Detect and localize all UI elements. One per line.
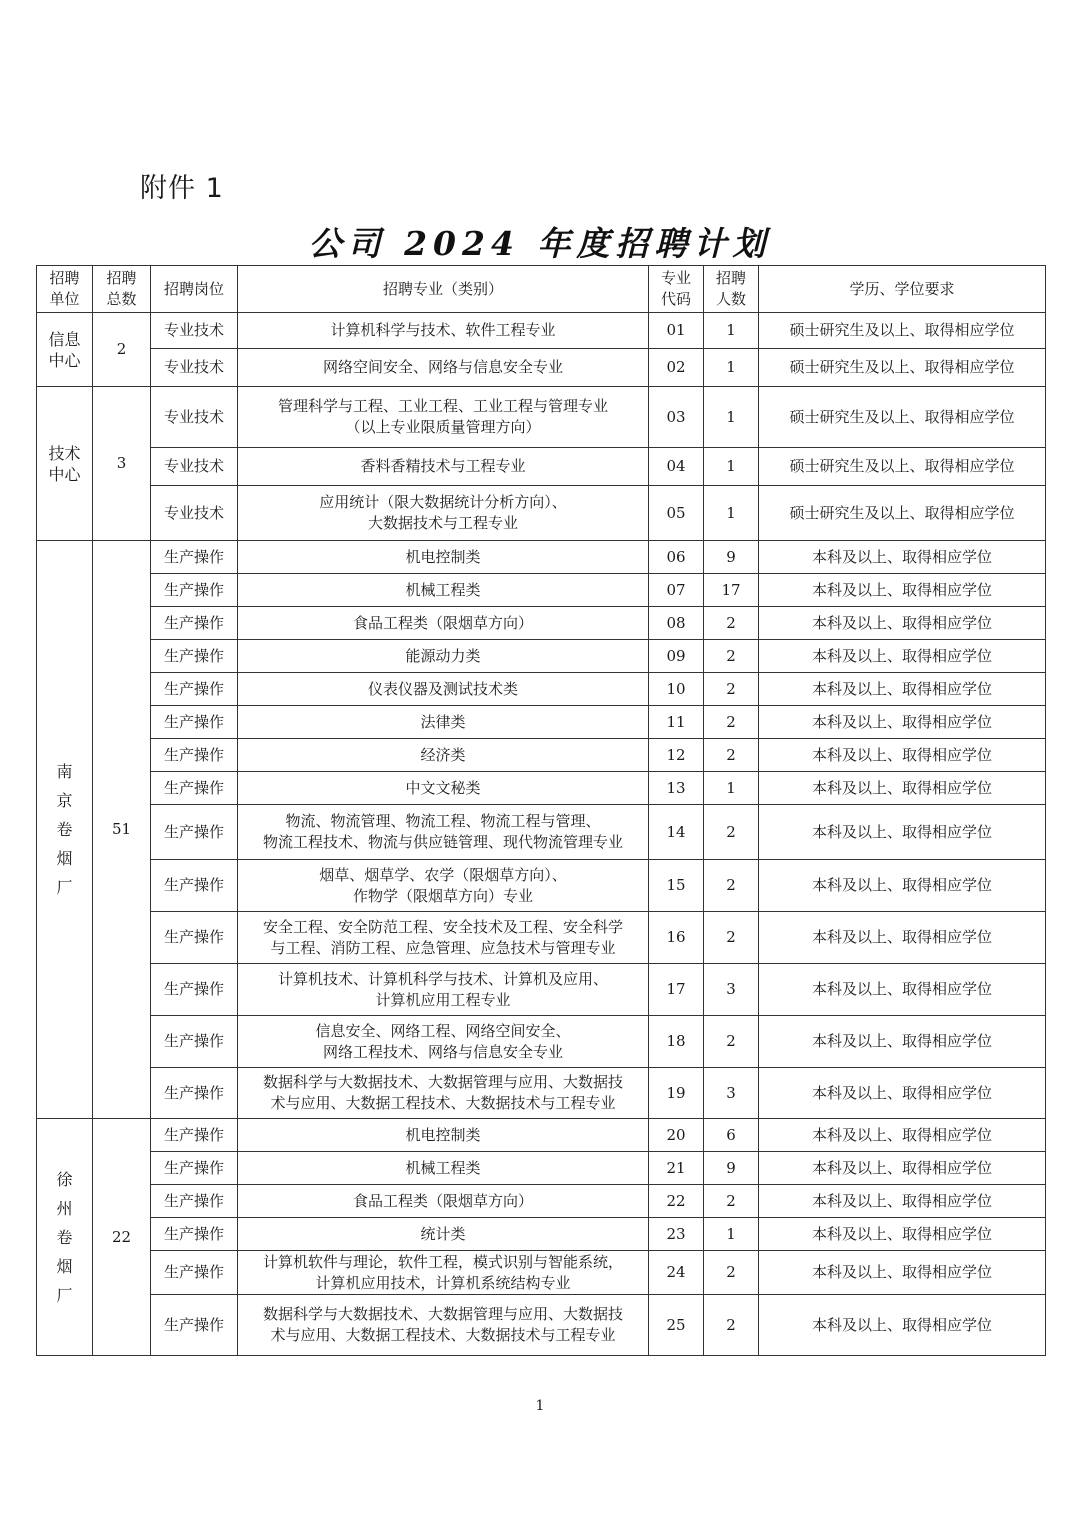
table-row [37, 387, 1046, 448]
code-cell: 14 [649, 805, 704, 860]
count-cell: 9 [704, 1152, 759, 1185]
table-row [37, 739, 1046, 772]
major-line: 网络工程技术、网络与信息安全专业 [322, 1042, 563, 1061]
attachment-label: 附件 1 [140, 173, 224, 204]
position-cell: 生产操作 [151, 1295, 238, 1356]
major-cell [238, 313, 649, 349]
major-cell [238, 739, 649, 772]
code-cell: 10 [649, 673, 704, 706]
degree-cell: 本科及以上、取得相应学位 [759, 912, 1046, 964]
degree-cell: 本科及以上、取得相应学位 [759, 805, 1046, 860]
major-line: 经济类 [420, 745, 466, 764]
major-line: 中文文秘类 [405, 778, 481, 797]
count-cell: 2 [704, 860, 759, 912]
count-cell: 6 [704, 1119, 759, 1152]
position-cell: 生产操作 [151, 706, 238, 739]
degree-cell: 本科及以上、取得相应学位 [759, 1119, 1046, 1152]
major-line: 仪表仪器及测试技术类 [367, 679, 518, 698]
position-cell: 生产操作 [151, 964, 238, 1016]
major-cell [238, 387, 649, 448]
count-cell: 1 [704, 313, 759, 349]
degree-cell: 本科及以上、取得相应学位 [759, 1152, 1046, 1185]
position-cell: 生产操作 [151, 541, 238, 574]
major-cell [238, 574, 649, 607]
major-line: 能源动力类 [405, 646, 481, 665]
count-cell: 2 [704, 673, 759, 706]
major-cell [238, 964, 649, 1016]
degree-cell: 本科及以上、取得相应学位 [759, 964, 1046, 1016]
code-cell: 01 [649, 313, 704, 349]
major-cell [238, 1295, 649, 1356]
count-cell: 1 [704, 387, 759, 448]
count-cell: 9 [704, 541, 759, 574]
major-line: 机电控制类 [405, 1125, 481, 1144]
table-row [37, 1185, 1046, 1218]
major-line: 网络空间安全、网络与信息安全专业 [322, 358, 563, 376]
table-row [37, 313, 1046, 349]
major-line: 物流、物流管理、物流工程、物流工程与管理、 [285, 812, 601, 830]
unit-name: 徐州卷烟厂 [56, 1169, 73, 1305]
major-line: 数据科学与大数据技术、大数据管理与应用、大数据技 [262, 1073, 623, 1091]
unit-name: 技术中心 [48, 443, 81, 484]
major-line: 计算机软件与理论，软件工程，模式识别与智能系统， [262, 1252, 623, 1271]
table-row [37, 706, 1046, 739]
degree-cell: 本科及以上、取得相应学位 [759, 574, 1046, 607]
unit-name-cell [37, 387, 93, 541]
degree-cell: 本科及以上、取得相应学位 [759, 1251, 1046, 1295]
position-cell: 专业技术 [151, 387, 238, 448]
major-cell [238, 448, 649, 486]
major-line: 机械工程类 [405, 580, 481, 599]
position-cell: 生产操作 [151, 607, 238, 640]
major-line: 计算机技术、计算机科学与技术、计算机及应用、 [277, 969, 608, 988]
code-cell: 21 [649, 1152, 704, 1185]
degree-cell: 本科及以上、取得相应学位 [759, 640, 1046, 673]
degree-cell: 本科及以上、取得相应学位 [759, 739, 1046, 772]
unit-name-cell [37, 541, 93, 1119]
table-body [37, 313, 1046, 1356]
degree-cell: 硕士研究生及以上、取得相应学位 [759, 313, 1046, 349]
header-major: 招聘专业（类别） [238, 266, 649, 313]
degree-cell: 硕士研究生及以上、取得相应学位 [759, 486, 1046, 541]
major-line: 统计类 [420, 1224, 466, 1243]
header-position: 招聘岗位 [151, 266, 238, 313]
position-cell: 生产操作 [151, 805, 238, 860]
header-row [37, 266, 1046, 313]
table-row [37, 574, 1046, 607]
major-cell [238, 673, 649, 706]
major-line: （以上专业限质量管理方向） [345, 418, 541, 436]
major-cell [238, 1016, 649, 1068]
table-row [37, 673, 1046, 706]
unit-name-cell [37, 313, 93, 387]
degree-cell: 硕士研究生及以上、取得相应学位 [759, 387, 1046, 448]
code-cell: 06 [649, 541, 704, 574]
code-cell: 16 [649, 912, 704, 964]
degree-cell: 本科及以上、取得相应学位 [759, 1016, 1046, 1068]
table-row [37, 805, 1046, 860]
major-line: 数据科学与大数据技术、大数据管理与应用、大数据技 [262, 1305, 623, 1323]
page-number: 1 [535, 1398, 545, 1414]
major-line: 安全工程、安全防范工程、安全技术及工程、安全科学 [262, 917, 623, 936]
major-line: 信息安全、网络工程、网络空间安全、 [315, 1021, 571, 1040]
major-cell [238, 1251, 649, 1295]
major-cell [238, 607, 649, 640]
major-line: 计算机应用技术，计算机系统结构专业 [315, 1273, 571, 1292]
count-cell: 2 [704, 1251, 759, 1295]
count-cell: 1 [704, 486, 759, 541]
code-cell: 17 [649, 964, 704, 1016]
code-cell: 08 [649, 607, 704, 640]
degree-cell: 本科及以上、取得相应学位 [759, 1185, 1046, 1218]
table-row [37, 349, 1046, 387]
major-cell [238, 1218, 649, 1251]
major-line: 作物学（限烟草方向）专业 [352, 886, 533, 905]
code-cell: 07 [649, 574, 704, 607]
unit-total-cell: 2 [93, 313, 151, 387]
code-cell: 24 [649, 1251, 704, 1295]
position-cell: 生产操作 [151, 739, 238, 772]
table-row [37, 1295, 1046, 1356]
code-cell: 19 [649, 1068, 704, 1119]
degree-cell: 本科及以上、取得相应学位 [759, 607, 1046, 640]
position-cell: 生产操作 [151, 1068, 238, 1119]
unit-name: 南京卷烟厂 [56, 762, 73, 897]
major-line: 术与应用、大数据工程技术、大数据技术与工程专业 [270, 1326, 616, 1344]
table-row [37, 448, 1046, 486]
major-line: 烟草、烟草学、农学（限烟草方向）、 [319, 865, 567, 884]
position-cell: 专业技术 [151, 313, 238, 349]
code-cell: 18 [649, 1016, 704, 1068]
recruitment-plan-table [36, 265, 1046, 1356]
major-line: 管理科学与工程、工业工程、工业工程与管理专业 [277, 397, 608, 415]
count-cell: 2 [704, 706, 759, 739]
unit-name: 信息中心 [48, 329, 81, 370]
count-cell: 2 [704, 607, 759, 640]
table-row [37, 486, 1046, 541]
table-row [37, 860, 1046, 912]
code-cell: 13 [649, 772, 704, 805]
count-cell: 17 [704, 574, 759, 607]
major-cell [238, 1185, 649, 1218]
major-cell [238, 1068, 649, 1119]
degree-cell: 本科及以上、取得相应学位 [759, 1218, 1046, 1251]
unit-name-cell [37, 1119, 93, 1356]
unit-total-cell: 51 [93, 541, 151, 1119]
major-cell [238, 1119, 649, 1152]
code-cell: 04 [649, 448, 704, 486]
degree-cell: 硕士研究生及以上、取得相应学位 [759, 349, 1046, 387]
table-row [37, 1068, 1046, 1119]
code-cell: 05 [649, 486, 704, 541]
table-row [37, 1119, 1046, 1152]
major-line: 机械工程类 [405, 1158, 481, 1177]
table-row [37, 1218, 1046, 1251]
code-cell: 25 [649, 1295, 704, 1356]
major-cell [238, 912, 649, 964]
count-cell: 2 [704, 1185, 759, 1218]
count-cell: 3 [704, 964, 759, 1016]
unit-total-cell: 22 [93, 1119, 151, 1356]
position-cell: 专业技术 [151, 349, 238, 387]
degree-cell: 本科及以上、取得相应学位 [759, 706, 1046, 739]
major-line: 应用统计（限大数据统计分析方向）、 [319, 493, 567, 511]
code-cell: 02 [649, 349, 704, 387]
major-cell [238, 772, 649, 805]
count-cell: 2 [704, 1295, 759, 1356]
page-title: 公司 2024 年度招聘计划 [308, 224, 772, 263]
header-unit: 招聘单位 [37, 266, 93, 313]
major-cell [238, 541, 649, 574]
code-cell: 23 [649, 1218, 704, 1251]
major-line: 计算机科学与技术、软件工程专业 [330, 321, 556, 339]
header-total: 招聘总数 [93, 266, 151, 313]
table-row [37, 1152, 1046, 1185]
position-cell: 生产操作 [151, 1119, 238, 1152]
count-cell: 1 [704, 349, 759, 387]
header-degree: 学历、学位要求 [759, 266, 1046, 313]
table-row [37, 541, 1046, 574]
count-cell: 2 [704, 912, 759, 964]
table-row [37, 640, 1046, 673]
table-row [37, 1251, 1046, 1295]
table-row [37, 964, 1046, 1016]
degree-cell: 本科及以上、取得相应学位 [759, 860, 1046, 912]
table-row [37, 607, 1046, 640]
degree-cell: 本科及以上、取得相应学位 [759, 1068, 1046, 1119]
major-line: 机电控制类 [405, 547, 481, 566]
major-line: 计算机应用工程专业 [375, 990, 511, 1009]
code-cell: 11 [649, 706, 704, 739]
position-cell: 专业技术 [151, 448, 238, 486]
count-cell: 2 [704, 1016, 759, 1068]
major-line: 食品工程类（限烟草方向） [352, 613, 533, 632]
major-line: 香料香精技术与工程专业 [360, 457, 526, 475]
degree-cell: 本科及以上、取得相应学位 [759, 541, 1046, 574]
major-cell [238, 706, 649, 739]
position-cell: 生产操作 [151, 574, 238, 607]
position-cell: 生产操作 [151, 860, 238, 912]
major-cell [238, 860, 649, 912]
degree-cell: 本科及以上、取得相应学位 [759, 1295, 1046, 1356]
major-line: 物流工程技术、物流与供应链管理、现代物流管理专业 [262, 833, 623, 851]
header-code: 专业代码 [649, 266, 704, 313]
major-line: 与工程、消防工程、应急管理、应急技术与管理专业 [270, 938, 616, 957]
count-cell: 3 [704, 1068, 759, 1119]
count-cell: 2 [704, 805, 759, 860]
major-cell [238, 1152, 649, 1185]
count-cell: 2 [704, 739, 759, 772]
degree-cell: 硕士研究生及以上、取得相应学位 [759, 448, 1046, 486]
code-cell: 12 [649, 739, 704, 772]
header-count: 招聘人数 [704, 266, 759, 313]
degree-cell: 本科及以上、取得相应学位 [759, 673, 1046, 706]
code-cell: 20 [649, 1119, 704, 1152]
position-cell: 生产操作 [151, 673, 238, 706]
position-cell: 生产操作 [151, 772, 238, 805]
code-cell: 03 [649, 387, 704, 448]
count-cell: 1 [704, 772, 759, 805]
position-cell: 生产操作 [151, 1251, 238, 1295]
major-cell [238, 486, 649, 541]
code-cell: 22 [649, 1185, 704, 1218]
major-cell [238, 349, 649, 387]
major-cell [238, 805, 649, 860]
position-cell: 生产操作 [151, 640, 238, 673]
count-cell: 1 [704, 448, 759, 486]
position-cell: 生产操作 [151, 1218, 238, 1251]
degree-cell: 本科及以上、取得相应学位 [759, 772, 1046, 805]
major-line: 术与应用、大数据工程技术、大数据技术与工程专业 [270, 1094, 616, 1112]
table-row [37, 1016, 1046, 1068]
major-cell [238, 640, 649, 673]
major-line: 法律类 [420, 712, 466, 731]
count-cell: 2 [704, 640, 759, 673]
code-cell: 15 [649, 860, 704, 912]
major-line: 大数据技术与工程专业 [367, 514, 518, 532]
table-row [37, 772, 1046, 805]
position-cell: 生产操作 [151, 1016, 238, 1068]
position-cell: 生产操作 [151, 1185, 238, 1218]
table-row [37, 912, 1046, 964]
major-line: 食品工程类（限烟草方向） [352, 1191, 533, 1210]
position-cell: 专业技术 [151, 486, 238, 541]
count-cell: 1 [704, 1218, 759, 1251]
unit-total-cell: 3 [93, 387, 151, 541]
code-cell: 09 [649, 640, 704, 673]
position-cell: 生产操作 [151, 1152, 238, 1185]
position-cell: 生产操作 [151, 912, 238, 964]
